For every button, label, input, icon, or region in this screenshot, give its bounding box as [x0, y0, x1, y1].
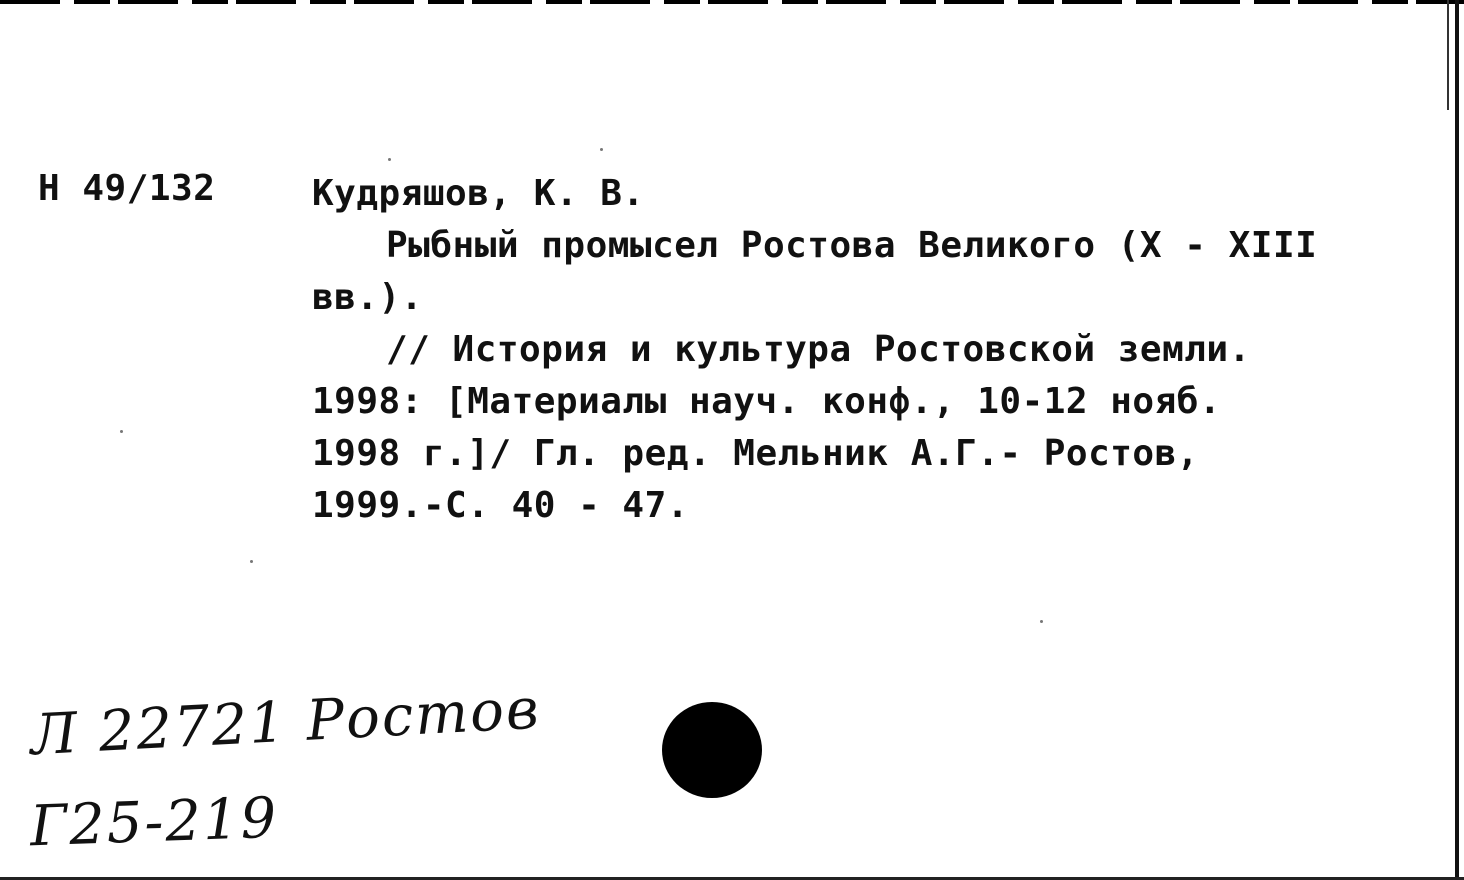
source-details-line: 1998: [Материалы науч. конф., 10-12 нояб.: [312, 381, 1222, 422]
bibliographic-entry: [312, 168, 1417, 532]
source-line: // История и культура Ростовской земли.: [386, 329, 1251, 370]
shelf-mark: Н 49/132: [38, 168, 216, 209]
card-top-edge: [0, 0, 1464, 4]
author-line: Кудряшов, К. В.: [312, 173, 645, 214]
card-right-edge: [1455, 0, 1459, 880]
paper-speck: [600, 148, 603, 151]
punch-hole: [662, 702, 762, 798]
paper-speck: [1040, 620, 1043, 623]
publication-line: 1998 г.]/ Гл. ред. Мельник А.Г.- Ростов,: [312, 433, 1199, 474]
paper-speck: [120, 430, 123, 433]
title-line: Рыбный промысел Ростова Великого (X - XIII: [386, 225, 1318, 266]
card-right-edge-inner: [1447, 0, 1449, 110]
handwritten-accession-note: Л 22721 Ростов: [28, 676, 543, 769]
title-continuation-line: вв.).: [312, 277, 423, 318]
pages-line: 1999.-С. 40 - 47.: [312, 485, 689, 526]
paper-speck: [388, 158, 391, 161]
handwritten-call-number: Г25-219: [28, 785, 280, 860]
paper-speck: [250, 560, 253, 563]
